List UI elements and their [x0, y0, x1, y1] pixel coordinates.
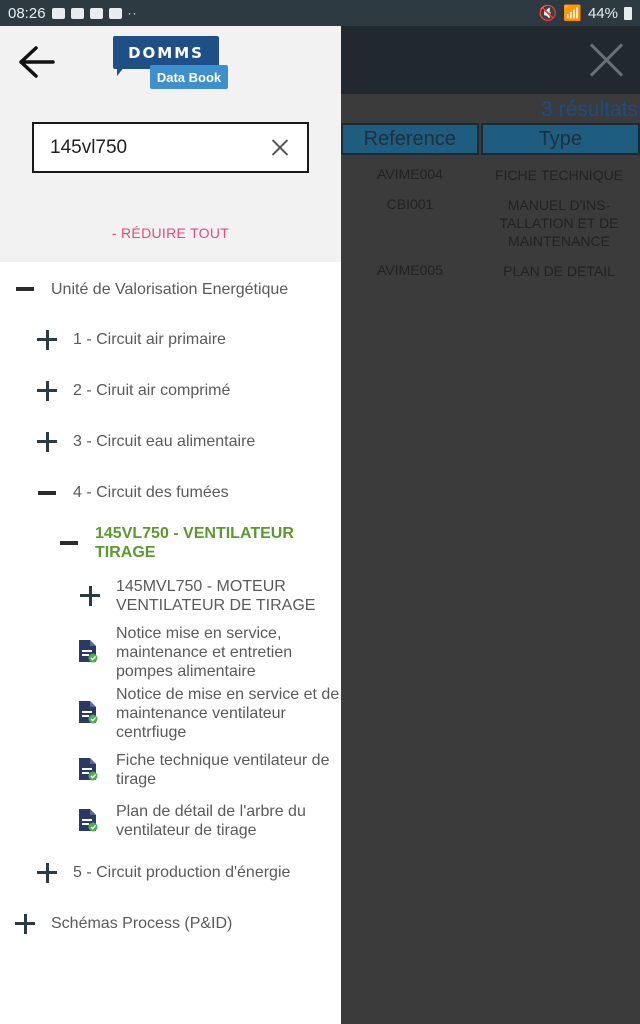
tree-node-circuit-fumees[interactable] — [37, 483, 337, 502]
image-notification-icon — [109, 8, 122, 19]
more-notifications-icon: ·· — [127, 6, 138, 20]
tree-node-label-active: 145VL750 - VENTILATEUR TIRAGE — [95, 525, 294, 561]
tree-node-circuit-air-comprime[interactable] — [37, 381, 337, 400]
document-item[interactable] — [78, 624, 341, 681]
document-label: Fiche technique ventilateur de tirage — [116, 752, 330, 788]
tree-node-label: 2 - Ciruit air comprimé — [73, 382, 231, 399]
document-item[interactable] — [78, 802, 341, 840]
expand-icon[interactable] — [15, 914, 35, 934]
cell-reference: CBI001 — [386, 196, 434, 212]
collapse-icon[interactable] — [38, 491, 56, 495]
close-icon[interactable] — [588, 42, 624, 78]
tree-node-label: Schémas Process (P&ID) — [51, 915, 233, 932]
table-row[interactable] — [341, 262, 640, 280]
tree-node-circuit-eau-alimentaire[interactable] — [37, 432, 337, 451]
status-bar — [0, 0, 640, 26]
delete-notification-icon — [90, 8, 103, 19]
document-check-icon — [78, 700, 98, 724]
document-label: Notice mise en service, maintenance et entretien pompes alimentaire — [116, 625, 293, 680]
collapse-all-button[interactable]: - RÉDUIRE TOUT — [111, 225, 230, 241]
tree-node-label: Unité de Valorisation Energétique — [51, 281, 289, 298]
tree-node-label: 5 - Circuit production d'énergie — [73, 864, 291, 881]
column-header-reference[interactable]: Reference — [341, 123, 479, 155]
document-label: Plan de détail de l'arbre du ventilateur de tirage — [116, 803, 306, 839]
status-time: 08:26 — [8, 4, 46, 22]
tree-node-circuit-production-energie[interactable] — [37, 863, 337, 882]
search-field[interactable] — [32, 122, 309, 173]
drawer-header — [0, 26, 341, 262]
cell-reference: AVIME004 — [377, 166, 443, 182]
battery-icon — [624, 7, 632, 20]
document-label: Notice de mise en service et de maintenance ventilateur centrfiuge — [116, 686, 340, 741]
document-check-icon — [78, 639, 98, 663]
expand-icon[interactable] — [80, 586, 100, 606]
logo-bottom: Data Book — [150, 65, 228, 89]
tree-node-label: 145MVL750 - MOTEUR VENTILATEUR DE TIRAGE — [116, 578, 316, 614]
tree-node-schemas-process[interactable] — [15, 914, 335, 933]
cell-type: PLAN DE DETAIL — [503, 263, 615, 279]
expand-icon[interactable] — [37, 381, 57, 401]
navigation-drawer — [0, 26, 341, 1024]
youtube-notification-icon — [52, 8, 65, 19]
tree-node-145mvl750[interactable] — [80, 577, 335, 615]
results-count: 3 résultats — [541, 98, 638, 121]
collapse-icon[interactable] — [60, 541, 78, 545]
tree-node-label: 4 - Circuit des fumées — [73, 484, 229, 501]
domms-logo — [113, 36, 228, 92]
table-row[interactable] — [341, 196, 640, 250]
cell-type: FICHE TECHNIQUE — [494, 167, 624, 183]
tree-node-label: 1 - Circuit air primaire — [73, 331, 226, 348]
document-check-icon — [78, 757, 98, 781]
column-header-type[interactable]: Type — [481, 123, 640, 155]
tree-node-label: 3 - Circuit eau alimentaire — [73, 433, 256, 450]
table-row[interactable] — [341, 166, 640, 184]
expand-icon[interactable] — [37, 330, 57, 350]
expand-icon[interactable] — [37, 432, 57, 452]
bag-notification-icon — [71, 8, 84, 19]
cell-reference: AVIME005 — [377, 262, 443, 278]
collapse-icon[interactable] — [16, 287, 34, 291]
battery-level: 44% — [587, 4, 618, 22]
back-arrow-icon[interactable] — [16, 44, 56, 80]
tree-node-circuit-air-primaire[interactable] — [37, 330, 337, 349]
document-item[interactable] — [78, 751, 341, 789]
results-table-header — [341, 123, 640, 155]
results-header — [341, 26, 640, 94]
clear-search-icon[interactable] — [269, 136, 291, 158]
tree-node-root-uve[interactable] — [16, 280, 336, 299]
search-input[interactable] — [50, 137, 250, 159]
mute-icon: 🔇 — [538, 5, 558, 22]
logo-top: DOMMS — [113, 36, 219, 69]
results-panel — [341, 26, 640, 1024]
expand-icon[interactable] — [37, 863, 57, 883]
cell-type: MANUEL D'INS-TALLATION ET DE MAINTENANCE — [499, 197, 619, 249]
document-check-icon — [78, 808, 98, 832]
wifi-icon: 📶 — [563, 5, 582, 22]
document-item[interactable] — [78, 685, 341, 742]
tree-node-145vl750[interactable] — [59, 524, 329, 562]
